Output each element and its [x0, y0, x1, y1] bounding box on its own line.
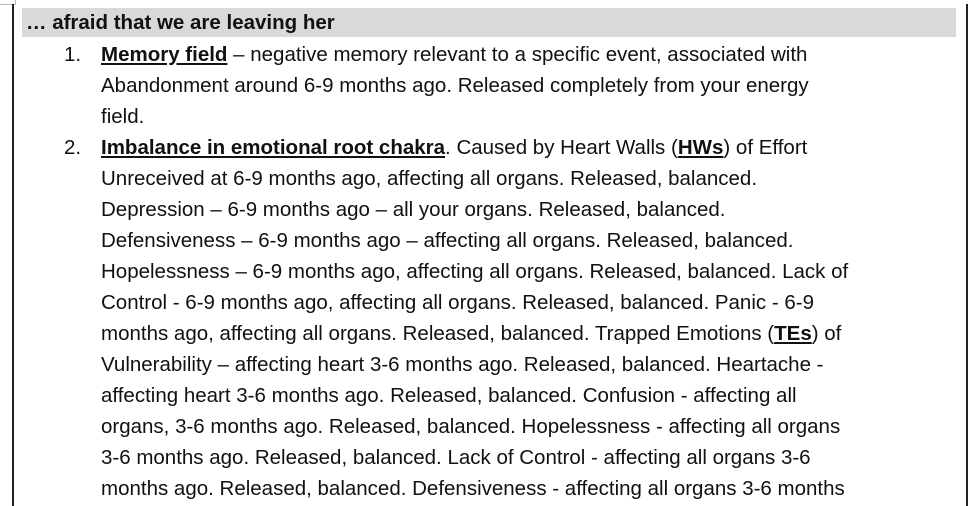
line-text: – negative memory relevant to a specific event, associated with	[233, 43, 808, 66]
item-term: Imbalance in emotional root chakra	[101, 136, 446, 159]
text-line[interactable]: field.	[101, 105, 145, 128]
page-top-edge	[0, 0, 980, 4]
text-line[interactable]: Abandonment around 6-9 months ago. Released completely from your energy	[101, 74, 809, 97]
text-line[interactable]	[101, 318, 980, 349]
section-heading[interactable]: … afraid that we are leaving her	[26, 11, 335, 34]
text-line[interactable]: Vulnerability – affecting heart 3-6 months ago. Released, balanced. Heartache -	[101, 353, 824, 376]
list-item	[0, 132, 980, 504]
list-item	[0, 39, 980, 132]
line-text: months ago, affecting all organs. Released, balanced. Trapped Emotions (	[101, 322, 775, 345]
line-text: . Caused by Heart Walls (	[445, 136, 678, 159]
text-line[interactable]	[101, 39, 980, 70]
list-number: 1.	[64, 43, 82, 66]
text-line[interactable]: Depression – 6-9 months ago – all your organs. Released, balanced.	[101, 198, 726, 221]
text-line[interactable]: affecting heart 3-6 months ago. Released, balanced. Confusion - affecting all	[101, 384, 797, 407]
text-line[interactable]: Control - 6-9 months ago, affecting all organs. Released, balanced. Panic - 6-9	[101, 291, 814, 314]
numbered-list	[0, 39, 980, 504]
abbreviation: HWs	[677, 136, 724, 159]
line-text: ) of	[811, 322, 842, 345]
text-line[interactable]: months ago. Released, balanced. Defensiveness - affecting all organs 3-6 months	[101, 477, 845, 500]
text-line[interactable]: Hopelessness – 6-9 months ago, affecting all organs. Released, balanced. Lack of	[101, 260, 849, 283]
abbreviation: TEs	[774, 322, 812, 345]
text-line[interactable]: Unreceived at 6-9 months ago, affecting all organs. Released, balanced.	[101, 167, 758, 190]
list-number: 2.	[64, 136, 82, 159]
text-line[interactable]: Defensiveness – 6-9 months ago – affecting all organs. Released, balanced.	[101, 229, 794, 252]
text-line[interactable]: organs, 3-6 months ago. Released, balanced. Hopelessness - affecting all organs	[101, 415, 841, 438]
item-term: Memory field	[101, 43, 228, 66]
line-text: ) of Effort	[723, 136, 808, 159]
text-line[interactable]: 3-6 months ago. Released, balanced. Lack of Control - affecting all organs 3-6	[101, 446, 811, 469]
text-line[interactable]	[101, 132, 980, 163]
